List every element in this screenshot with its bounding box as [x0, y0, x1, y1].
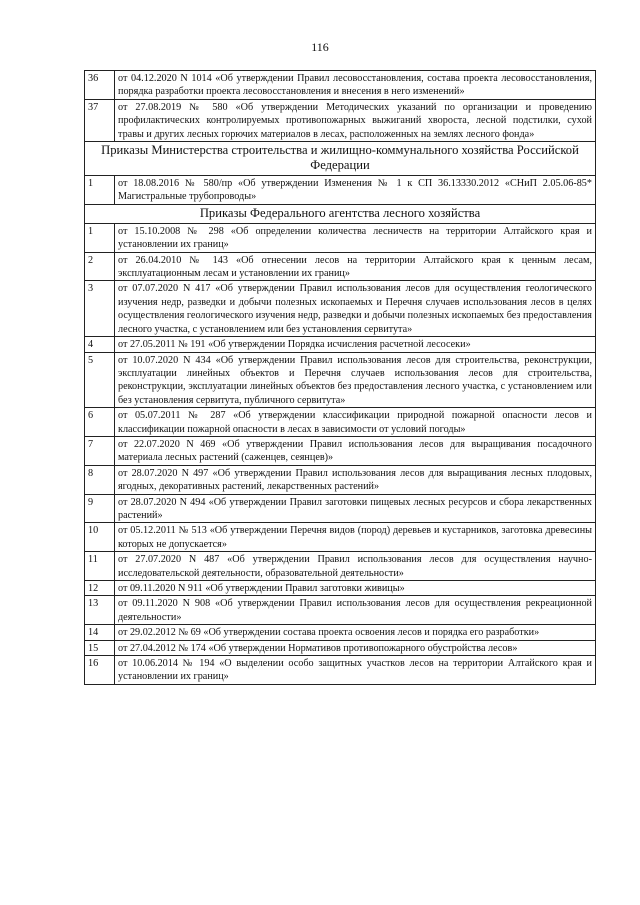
table-row: [85, 552, 596, 581]
section-title: Приказы Федерального агентства лесного хозяйства: [85, 204, 596, 223]
table-row: [85, 625, 596, 640]
row-text: от 27.07.2020 N 487 «Об утверждении Правил использования лесов для осуществления научно-исследовательской деятельности, образовательной деятельности»: [115, 552, 596, 581]
row-number: 7: [85, 436, 115, 465]
table-row: [85, 71, 596, 100]
row-number: 6: [85, 408, 115, 437]
row-text: от 27.05.2011 № 191 «Об утверждении Порядка исчисления расчетной лесосеки»: [115, 337, 596, 352]
row-text: от 27.04.2012 № 174 «Об утверждении Нормативов противопожарного обустройства лесов»: [115, 640, 596, 655]
table-row: [85, 337, 596, 352]
row-text: от 05.07.2011 № 287 «Об утверждении классификации природной пожарной опасности лесов и классификации пожарной опасности в лесах в зависимости от условий погоды»: [115, 408, 596, 437]
section-header-ministry: [85, 142, 596, 176]
row-text: от 04.12.2020 N 1014 «Об утверждении Правил лесовосстановления, состава проекта лесовосстановления, порядка разработки проекта лесовосстановления и внесения в него изменений»: [115, 71, 596, 100]
table-row: [85, 223, 596, 252]
row-number: 14: [85, 625, 115, 640]
row-number: 12: [85, 581, 115, 596]
table-row: [85, 408, 596, 437]
row-number: 5: [85, 352, 115, 408]
table-row: [85, 596, 596, 625]
row-number: 11: [85, 552, 115, 581]
table-row: [85, 436, 596, 465]
row-number: 16: [85, 656, 115, 685]
page-number: 116: [311, 40, 329, 54]
row-text: от 10.06.2014 № 194 «О выделении особо защитных участков лесов на территории Алтайского края и установлении их границ»: [115, 656, 596, 685]
section-header-agency: [85, 204, 596, 223]
row-number: 15: [85, 640, 115, 655]
row-number: 1: [85, 223, 115, 252]
row-text: от 10.07.2020 N 434 «Об утверждении Правил использования лесов для строительства, реконструкции, эксплуатации линейных объектов и Перечня случаев использования лесов для строительства, реконструкции, эксплуатации линейных объектов без предоставления лесного участка, с установлением или без установления сервитута, публичного сервитута»: [115, 352, 596, 408]
row-text: от 07.07.2020 N 417 «Об утверждении Правил использования лесов для осуществления геологического изучения недр, разведки и добычи полезных ископаемых и Перечня случаев использования лесов в целях осуществления геологического изучения недр, разведки и добычи полезных ископаемых без предоставления лесного участка, с установлением или без установления сервитута»: [115, 281, 596, 337]
table-row: [85, 465, 596, 494]
row-text: от 09.11.2020 N 908 «Об утверждении Правил использования лесов для осуществления рекреационной деятельности»: [115, 596, 596, 625]
table-row: [85, 656, 596, 685]
table-row: [85, 99, 596, 141]
table-row: [85, 281, 596, 337]
row-number: 37: [85, 99, 115, 141]
table-row: [85, 494, 596, 523]
row-number: 9: [85, 494, 115, 523]
row-text: от 27.08.2019 № 580 «Об утверждении Методических указаний по организации и проведению профилактических контролируемых противопожарных выжиганий хвороста, лесной подстилки, сухой травы и других лесных горючих материалов в лесах, расположенных на землях лесного фонда»: [115, 99, 596, 141]
row-number: 36: [85, 71, 115, 100]
row-number: 10: [85, 523, 115, 552]
row-number: 8: [85, 465, 115, 494]
table-row: [85, 352, 596, 408]
table-row: [85, 581, 596, 596]
table-row: [85, 640, 596, 655]
table-row: [85, 523, 596, 552]
row-text: от 22.07.2020 N 469 «Об утверждении Правил использования лесов для выращивания посадочного материала лесных растений (саженцев, сеянцев)»: [115, 436, 596, 465]
table-row: [85, 252, 596, 281]
row-text: от 26.04.2010 № 143 «Об отнесении лесов на территории Алтайского края к ценным лесам, эксплуатационным лесам и установлении их границ»: [115, 252, 596, 281]
row-text: от 28.07.2020 N 497 «Об утверждении Правил использования лесов для выращивания лесных плодовых, ягодных, декоративных растений, лекарственных растений»: [115, 465, 596, 494]
row-text: от 28.07.2020 N 494 «Об утверждении Правил заготовки пищевых лесных ресурсов и сбора лекарственных растений»: [115, 494, 596, 523]
regulations-table: [84, 70, 596, 685]
row-text: от 09.11.2020 N 911 «Об утверждении Правил заготовки живицы»: [115, 581, 596, 596]
row-text: от 29.02.2012 № 69 «Об утверждении состава проекта освоения лесов и порядка его разработки»: [115, 625, 596, 640]
row-text: от 05.12.2011 № 513 «Об утверждении Перечня видов (пород) деревьев и кустарников, заготовка древесины которых не допускается»: [115, 523, 596, 552]
row-text: от 15.10.2008 № 298 «Об определении количества лесничеств на территории Алтайского края и установлении их границ»: [115, 223, 596, 252]
row-number: 3: [85, 281, 115, 337]
row-number: 1: [85, 176, 115, 205]
section-title: Приказы Министерства строительства и жилищно-коммунального хозяйства Российской Федерации: [85, 142, 596, 176]
row-number: 4: [85, 337, 115, 352]
table-row: [85, 176, 596, 205]
row-number: 2: [85, 252, 115, 281]
row-text: от 18.08.2016 № 580/пр «Об утверждении Изменения № 1 к СП 36.13330.2012 «СНиП 2.05.06-85* Магистральные трубопроводы»: [115, 176, 596, 205]
row-number: 13: [85, 596, 115, 625]
